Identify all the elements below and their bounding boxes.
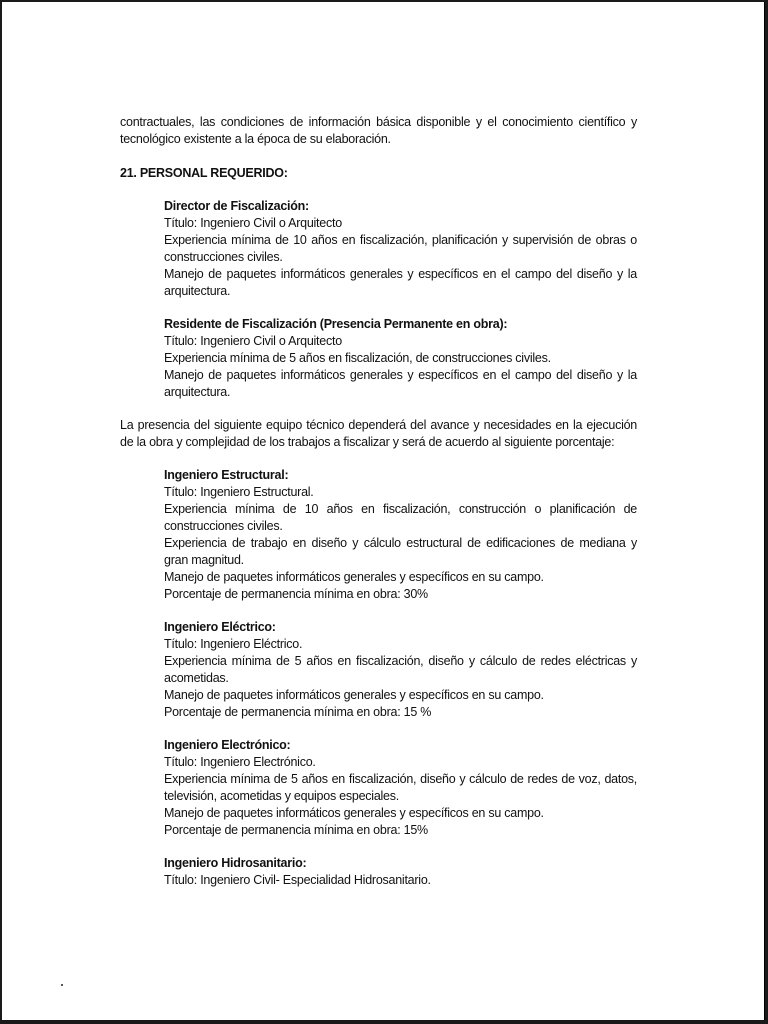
role-line: Título: Ingeniero Electrónico. — [164, 755, 316, 769]
role-line: Porcentaje de permanencia mínima en obra: 30% — [164, 587, 428, 601]
role-line: Experiencia mínima de 5 años en fiscalización, diseño y cálculo de redes eléctricas y acometidas. — [164, 654, 637, 685]
role-line: Manejo de paquetes informáticos generales y específicos en su campo. — [164, 570, 544, 584]
document-page — [2, 2, 765, 1020]
role-line: Experiencia mínima de 10 años en fiscalización, planificación y supervisión de obras o construcciones civiles. — [164, 233, 637, 264]
role-line: Porcentaje de permanencia mínima en obra: 15% — [164, 823, 428, 837]
role-line: Manejo de paquetes informáticos generales y específicos en su campo. — [164, 688, 544, 702]
document-body — [120, 114, 637, 889]
role-line: Título: Ingeniero Estructural. — [164, 485, 314, 499]
role-electrico — [164, 619, 637, 721]
presence-paragraph: La presencia del siguiente equipo técnico dependerá del avance y necesidades en la ejecución de la obra y complejidad de los trabajos a fiscalizar y será de acuerdo al siguiente porcentaje: — [120, 418, 637, 449]
role-title: Director de Fiscalización: — [164, 199, 309, 213]
role-line: Título: Ingeniero Eléctrico. — [164, 637, 303, 651]
role-electronico — [164, 737, 637, 839]
role-line: Porcentaje de permanencia mínima en obra: 15 % — [164, 705, 432, 719]
role-title: Ingeniero Hidrosanitario: — [164, 856, 307, 870]
role-hidrosanitario — [164, 855, 637, 889]
role-line: Manejo de paquetes informáticos generales y específicos en el campo del diseño y la arquitectura. — [164, 267, 637, 298]
role-line: Manejo de paquetes informáticos generales y específicos en el campo del diseño y la arquitectura. — [164, 368, 637, 399]
scan-speck — [61, 984, 63, 986]
role-title: Ingeniero Eléctrico: — [164, 620, 276, 634]
role-estructural — [164, 467, 637, 603]
role-line: Experiencia mínima de 10 años en fiscalización, construcción o planificación de construcciones civiles. — [164, 502, 637, 533]
role-residente — [164, 316, 637, 401]
role-line: Experiencia de trabajo en diseño y cálculo estructural de edificaciones de mediana y gran magnitud. — [164, 536, 637, 567]
section-title: 21. PERSONAL REQUERIDO: — [120, 166, 288, 180]
role-title: Ingeniero Electrónico: — [164, 738, 291, 752]
role-line: Título: Ingeniero Civil- Especialidad Hidrosanitario. — [164, 873, 431, 887]
intro-paragraph: contractuales, las condiciones de información básica disponible y el conocimiento científico y tecnológico existente a la época de su elaboración. — [120, 115, 637, 146]
role-line: Manejo de paquetes informáticos generales y específicos en su campo. — [164, 806, 544, 820]
role-line: Título: Ingeniero Civil o Arquitecto — [164, 334, 342, 348]
role-title: Ingeniero Estructural: — [164, 468, 289, 482]
role-title: Residente de Fiscalización (Presencia Permanente en obra): — [164, 317, 508, 331]
role-director — [164, 198, 637, 300]
role-line: Título: Ingeniero Civil o Arquitecto — [164, 216, 342, 230]
role-line: Experiencia mínima de 5 años en fiscalización, diseño y cálculo de redes de voz, datos, televisión, acometidas y equipos especiales. — [164, 772, 637, 803]
role-line: Experiencia mínima de 5 años en fiscalización, de construcciones civiles. — [164, 351, 551, 365]
